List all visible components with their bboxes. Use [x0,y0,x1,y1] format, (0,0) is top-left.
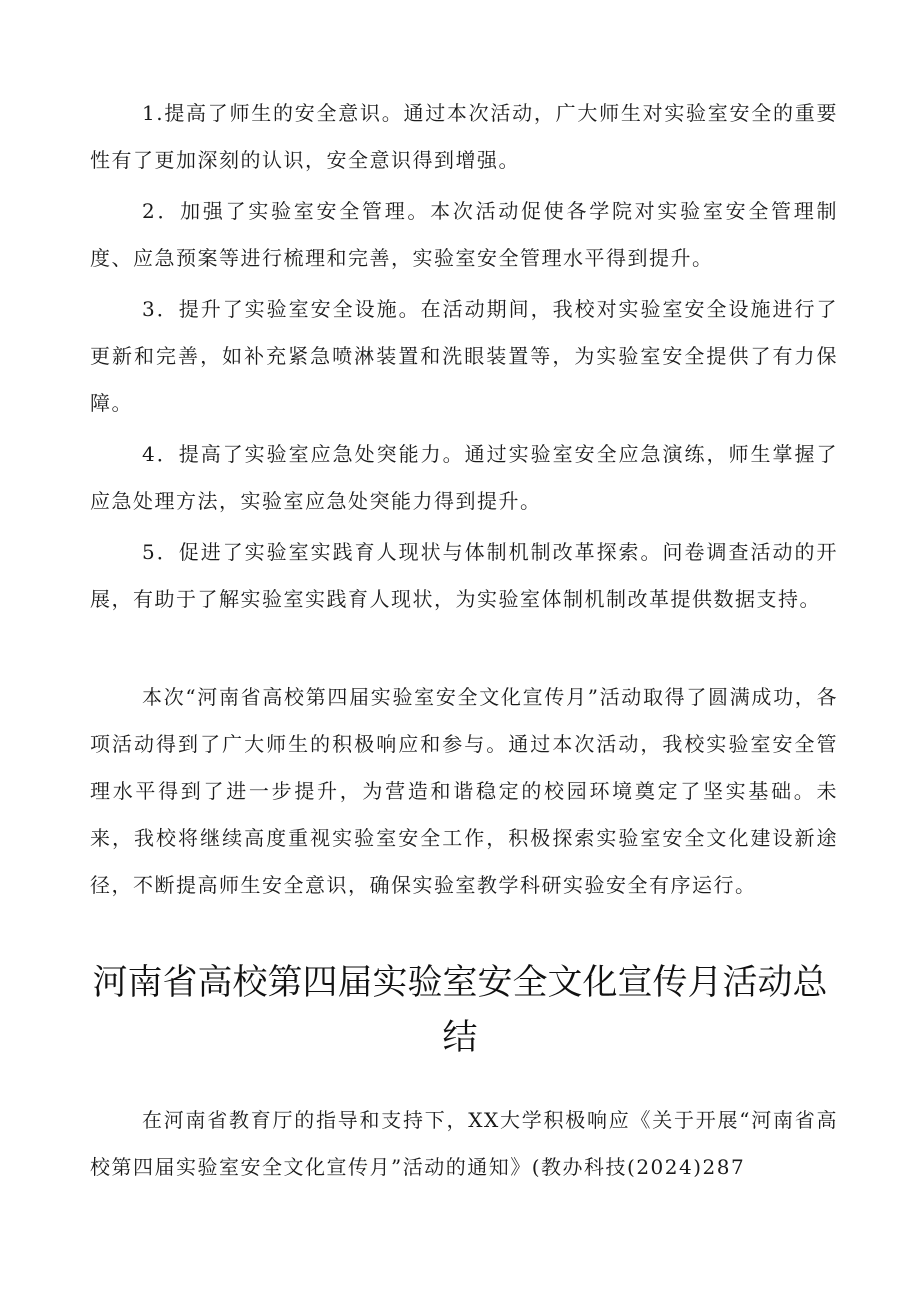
document-title: 河南省高校第四届实验室安全文化宣传月活动总结 [92,963,828,1058]
intro-paragraph: 在河南省教育厅的指导和支持下，XX大学积极响应《关于开展“河南省高校第四届实验室安全文化宣传月”活动的通知》(教办科技(2024)287 [90,1108,838,1179]
conclusion-paragraph: 本次“河南省高校第四届实验室安全文化宣传月”活动取得了圆满成功，各项活动得到了广大师生的积极响应和参与。通过本次活动，我校实验室安全管理水平得到了进一步提升，为营造和谐稳定的校园环境奠定了坚实基础。未来，我校将继续高度重视实验室安全工作，积极探索实验室安全文化建设新途径，不断提高师生安全意识，确保实验室教学科研实验安全有序运行。 [90,685,838,897]
summary-point-5: 5．促进了实验室实践育人现状与体制机制改革探索。问卷调查活动的开展，有助于了解实验室实践育人现状，为实验室体制机制改革提供数据支持。 [90,540,838,611]
summary-point-3: 3．提升了实验室安全设施。在活动期间，我校对实验室安全设施进行了更新和完善，如补充紧急喷淋装置和洗眼装置等，为实验室安全提供了有力保障。 [90,297,838,415]
summary-point-4: 4．提高了实验室应急处突能力。通过实验室安全应急演练，师生掌握了应急处理方法，实验室应急处突能力得到提升。 [90,442,838,513]
summary-point-2: 2．加强了实验室安全管理。本次活动促使各学院对实验室安全管理制度、应急预案等进行梳理和完善，实验室安全管理水平得到提升。 [90,199,838,270]
summary-point-1: 1.提高了师生的安全意识。通过本次活动，广大师生对实验室安全的重要性有了更加深刻的认识，安全意识得到增强。 [90,101,838,172]
